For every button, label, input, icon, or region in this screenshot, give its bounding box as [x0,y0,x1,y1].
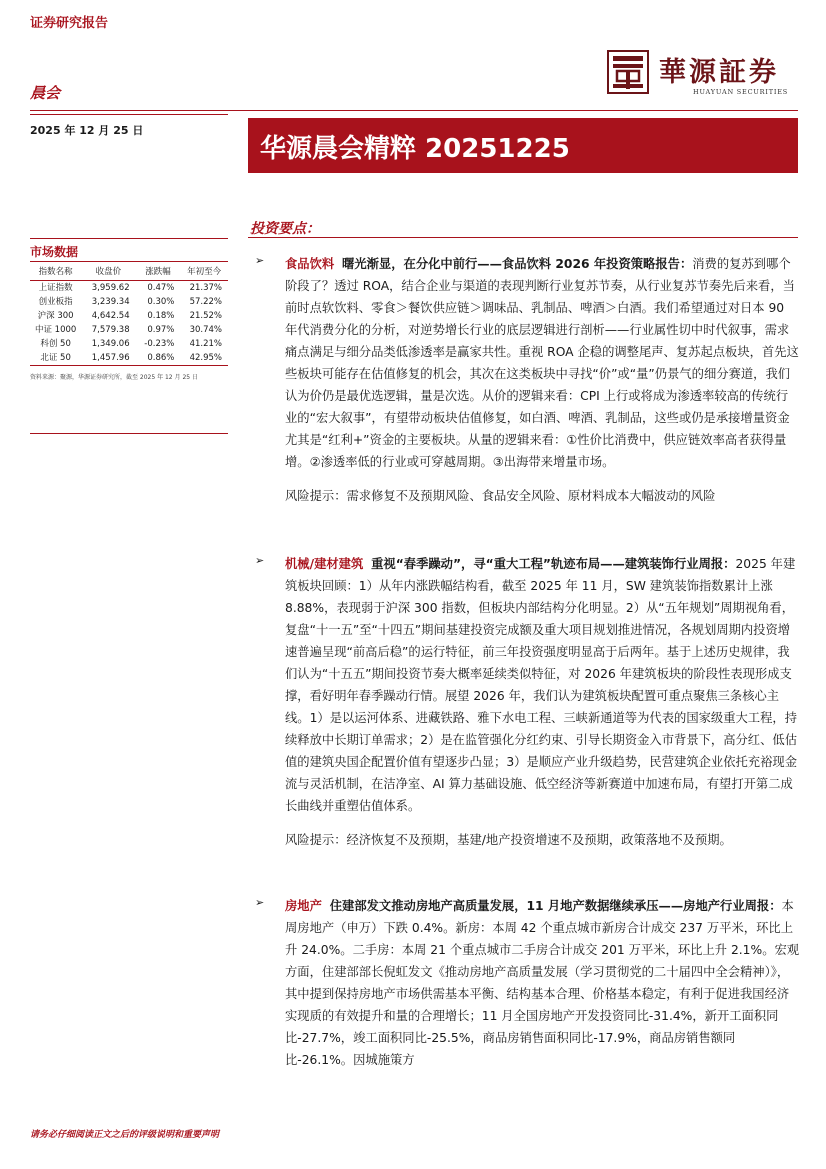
ytd-pct: 57.22% [189,297,222,307]
highlight-paragraph [285,895,800,1071]
change-pct: 0.86% [136,351,181,366]
report-body: 2025 年建筑板块回顾：1）从年内涨跌幅结构看，截至 2025 年 11 月，SW 建筑装饰指数累计上涨 8.88%，表现弱于沪深 300 指数，但板块内部结构分化明显。2）从“五年规划”周期视角看，复盘“十一五”至“十四五”期间基建投资完成额及重大项目规划推进情况，各规划周期内投资增速普遍呈现“前高后稳”的运行特征，前三年投资强度明显高于后两年。基于上述历史规律，我们认为“十五五”期间投资节奏大概率延续类似特征，对 2026 年建筑板块的阶段性表现形成支撑，看好明年春季躁动行情。展望 2026 年，我们认为建筑板块配置可重点聚焦三条核心主线。1）是以运河体系、进藏铁路、雅下水电工程、三峡新通道等为代表的国家级重大工程，持续释放中长期订单需求；2）是在监管强化分红约束、引导长期资金入市背景下，高分红、低估值的建筑央国企配置价值有望逐步凸显；3）是顺应产业升级趋势，民营建筑企业依托充裕现金流与灵活机制，在洁净室、AI 算力基础设施、低空经济等新赛道中加速布局，有望打开第二成长曲线并重塑估值体系。 [285,557,797,813]
change-pct: 0.97% [147,325,175,335]
page-title: 华源晨会精粹 20251225 [260,134,570,164]
ytd-pct: 21.52% [189,311,222,321]
table-row [30,337,228,351]
market-top-divider [30,238,228,239]
title-banner [248,118,798,173]
table-row [30,323,228,337]
company-logo [607,50,797,100]
logo-english-name: HUAYUAN SECURITIES [693,88,789,96]
industry-tag: 机械/建材建筑 [285,557,364,571]
index-name: 中证 1000 [34,325,77,335]
table-header-row [30,262,228,281]
bullet-arrow-icon: ➢ [255,254,265,267]
report-type-label: 证券研究报告 [30,16,109,31]
index-name: 创业板指 [38,297,73,307]
disclaimer-footer: 请务必仔细阅读正文之后的评级说明和重要声明 [30,1130,220,1140]
highlight-item-construction [255,553,800,851]
risk-note: 风险提示：经济恢复不及预期，基建/地产投资增速不及预期，政策落地不及预期。 [285,833,732,847]
report-date: 2025 年 12 月 25 日 [30,124,144,137]
section-label: 晨会 [30,84,61,102]
column-header: 收盘价 [81,262,135,281]
table-row [30,295,228,309]
risk-note: 风险提示：需求修复不及预期风险、食品安全风险、原材料成本大幅波动的风险 [285,489,716,503]
ytd-pct: 21.37% [189,283,222,293]
bullet-arrow-icon: ➢ [255,896,265,909]
header-divider [30,110,798,111]
highlight-paragraph [285,253,800,473]
close-price: 1,349.06 [91,339,130,349]
report-body: 本周房地产（申万）下跌 0.4%。新房：本周 42 个重点城市新房合计成交 237 万平米，环比上升 24.0%。二手房：本周 21 个重点城市二手房合计成交 201 万平米，环比上升 2.1%。宏观方面，住建部部长倪虹发文《推动房地产高质量发展（学习贯彻党的二十届四中全会精神）》，其中提到保持房地产市场供需基本平衡、结构基本合理、价格基本稳定，有利于促进我国经济实现质的有效提升和量的合理增长；11 月全国房地产开发投资同比-31.4%，新开工面积同比-27.7%，竣工面积同比-25.5%，商品房销售面积同比-17.9%，商品房销售额同比-26.1%。因城施策方 [285,899,800,1067]
change-pct: 0.47% [147,283,175,293]
industry-tag: 食品饮料 [285,257,335,271]
report-headline: 曙光渐显，在分化中前行——食品饮料 2026 年投资策略报告： [342,257,693,271]
highlight-item-food [255,253,800,507]
table-row [30,309,228,323]
column-header: 涨跌幅 [136,262,181,281]
report-body: 消费的复苏到哪个阶段了？透过 ROA，结合企业与渠道的表现判断行业复苏节奏，从行业复苏节奏先后来看，当前时点软饮料、零食＞餐饮供应链＞调味品、乳制品、啤酒＞白酒。我们希望通过对日本 90 年代消费分化的分析，对逆势增长行业的底层逻辑进行剖析——行业属性切中时代叙事，需求痛点满足与细分品类低渗透率是赢家共性。重视 ROA 企稳的调整尾声、复苏起点板块，首先这些板块可能存在估值修复的机会，其次在这类板块中寻找“价”或“量”仍景气的细分赛道，我们认为价仍是最优选逻辑，量是次选。从价的逻辑来看：CPI 上行或将成为渗透率较高的传统行业的“宏大叙事”，有望带动板块估值修复，如白酒、啤酒、乳制品，这些或仍是承接增量资金尤其是“红利+”资金的主要板块。从量的逻辑来看：①性价比消费中，供应链效率高者获得量增。②渗透率低的行业或可穿越周期。③出海带来增量市场。 [285,257,799,469]
investment-divider [248,237,798,238]
market-bottom-divider [30,433,228,434]
close-price: 1,457.96 [81,351,135,366]
report-headline: 住建部发文推动房地产高质量发展，11 月地产数据继续承压——房地产行业周报： [329,899,782,913]
change-pct: 0.30% [147,297,175,307]
market-data-panel [30,243,228,381]
logo-chinese-name: 華源証券 [659,57,779,88]
data-source-note: 资料来源：聚源，华源证券研究所，截至 2025 年 12 月 25 日 [30,374,198,381]
index-name: 科创 50 [40,339,71,349]
market-data-table [30,261,228,366]
index-name: 沪深 300 [37,311,74,321]
date-divider [30,114,228,115]
investment-highlights-title: 投资要点： [250,221,320,237]
ytd-pct: 41.21% [189,339,222,349]
ytd-pct: 42.95% [180,351,228,366]
close-price: 3,239.34 [91,297,130,307]
column-header: 年初至今 [180,262,228,281]
index-name: 北证 50 [30,351,81,366]
ytd-pct: 30.74% [189,325,222,335]
index-name: 上证指数 [38,283,73,293]
logo-mark-icon [607,50,649,94]
close-price: 7,579.38 [91,325,130,335]
close-price: 4,642.54 [91,311,130,321]
column-header: 指数名称 [30,262,81,281]
report-headline: 重视“春季躁动”，寻“重大工程”轨迹布局——建筑装饰行业周报： [371,557,736,571]
bullet-arrow-icon: ➢ [255,554,265,567]
change-pct: 0.18% [147,311,175,321]
close-price: 3,959.62 [91,283,130,293]
change-pct: -0.23% [144,339,175,349]
industry-tag: 房地产 [285,899,322,913]
table-row [30,281,228,296]
highlight-item-real-estate [255,895,800,1071]
market-data-title: 市场数据 [30,245,79,259]
table-row [30,351,228,366]
highlight-paragraph [285,553,800,817]
